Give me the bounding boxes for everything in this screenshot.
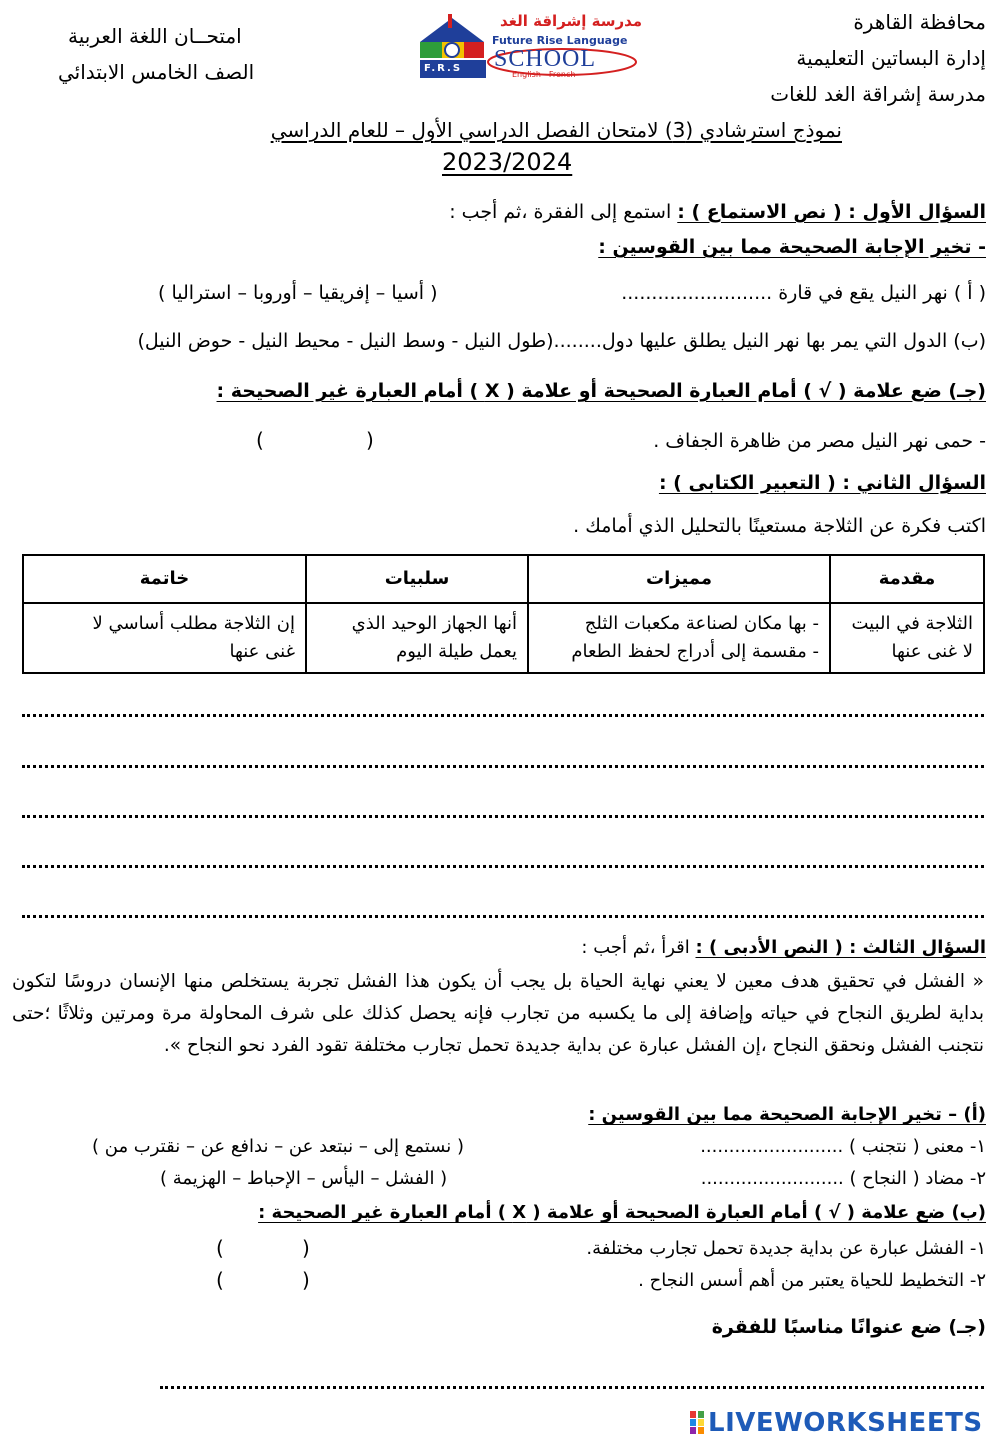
- logo-arabic-name: مدرسة إشراقة الغد: [500, 12, 643, 30]
- analysis-table: [22, 554, 985, 674]
- table-cell-line: لا غنى عنها: [891, 640, 973, 662]
- writing-line-5[interactable]: [22, 915, 984, 918]
- table-cell-features: [528, 603, 830, 673]
- q1-a-options: ( أسيا – إفريقيا – أوروبا – استراليا ): [158, 282, 438, 304]
- q3-b1-answer-open: (: [302, 1236, 310, 1260]
- table-cell-cons: [306, 603, 528, 673]
- table-cell-line: - بها مكان لصناعة مكعبات الثلج: [584, 613, 819, 634]
- table-cell-conclusion: [23, 603, 306, 673]
- table-cell-line: إن الثلاجة مطلب أساسي لا: [92, 613, 295, 634]
- q3-a1-text: ١- معنى ( نتجنب ) .........................: [700, 1136, 986, 1157]
- q3-b1-answer-close: ): [216, 1236, 224, 1260]
- q1-c-statement: - حمى نهر النيل مصر من ظاهرة الجفاف .: [653, 430, 986, 452]
- table-header-conclusion: خاتمة: [23, 555, 306, 603]
- exam-year: 2023/2024: [442, 148, 573, 176]
- table-cell-line: - مقسمة إلى أدراج لحفظ الطعام: [571, 640, 819, 662]
- q3-a-heading: (أ) – تخير الإجابة الصحيحة مما بين القوسين :: [588, 1104, 986, 1125]
- school-logo: [412, 12, 643, 82]
- header-exam-subject: امتحــان اللغة العربية: [68, 24, 242, 48]
- analysis-table-row: [23, 603, 984, 673]
- table-cell-intro: [830, 603, 984, 673]
- q3-a2-options: ( الفشل – اليأس – الإحباط – الهزيمة ): [160, 1168, 448, 1189]
- q3-heading-instruction: اقرأ ،ثم أجب :: [581, 937, 696, 958]
- logo-school-word: SCHOOL: [494, 46, 597, 72]
- q2-instruction: اكتب فكرة عن الثلاجة مستعينًا بالتحليل الذي أمامك .: [573, 515, 986, 537]
- q1-heading-title: السؤال الأول : ( نص الاستماع ) :: [677, 201, 986, 223]
- liveworksheets-brand: [690, 1408, 990, 1438]
- table-cell-line: غنى عنها: [229, 640, 295, 662]
- q1-choose-heading: - تخير الإجابة الصحيحة مما بين القوسين :: [598, 236, 986, 258]
- q3-c-heading: (جـ) ضع عنوانًا مناسبًا للفقرة: [711, 1316, 986, 1338]
- q1-c-answer-close: ): [256, 428, 264, 452]
- writing-line-4[interactable]: [22, 865, 984, 868]
- q1-a-text: ( أ ) نهر النيل يقع في قارة .........................: [621, 282, 986, 304]
- table-cell-line: يعمل طيلة اليوم: [396, 640, 517, 662]
- q1-b-text: (ب) الدول التي يمر بها نهر النيل يطلق عليها دول........(طول النيل - وسط النيل - محيط النيل - حوض النيل): [137, 330, 986, 352]
- logo-abbreviation: F.R.S: [424, 63, 463, 74]
- q3-a1-options: ( نستمع إلى – نبتعد عن – ندافع عن – نقترب من ): [92, 1136, 464, 1157]
- q3-b2-answer-open: (: [302, 1268, 310, 1292]
- q1-c-heading: (جـ) ضع علامة ( √ ) أمام العبارة الصحيحة أو علامة ( X ) أمام العبارة غير الصحيحة :: [216, 380, 986, 402]
- q3-b2-answer-close: ): [216, 1268, 224, 1292]
- writing-line-1[interactable]: [22, 714, 984, 717]
- q3-a2-text: ٢- مضاد ( النجاح ) .........................: [700, 1168, 986, 1189]
- liveworksheets-wordmark: LIVEWORKSHEETS: [708, 1408, 983, 1438]
- logo-english-name: Future Rise Language: [492, 34, 628, 47]
- table-header-features: مميزات: [528, 555, 830, 603]
- q3-heading-title: السؤال الثالث : ( النص الأدبى ) :: [695, 937, 986, 958]
- header-administration: إدارة البساتين التعليمية: [796, 46, 986, 70]
- table-header-cons: سلبيات: [306, 555, 528, 603]
- exam-title: نموذج استرشادي (3) لامتحان الفصل الدراسي الأول – للعام الدراسي: [270, 118, 842, 142]
- q3-reading-paragraph: « الفشل في تحقيق هدف معين لا يعني نهاية الحياة بل يجب أن يكون هذا الفشل تجربة يستخلص منها الإنسان دروسًا لتكون بداية لطريق النجاح في حياته وإضافة إلى ما يكسبه من تجارب فإنه يحصل كذلك على شرف المحاولة مرة ومرتين وثلاثًا ؛حتى نتجنب الفشل ونحقق النجاح ،إن الفشل عبارة عن بداية جديدة تحمل تجارب مختلفة تقود الفرد نحو النجاح ».: [12, 971, 984, 1056]
- q3-b-heading: (ب) ضع علامة ( √ ) أمام العبارة الصحيحة أو علامة ( X ) أمام العبارة غير الصحيحة :: [258, 1202, 986, 1223]
- q1-c-answer-open: (: [366, 428, 374, 452]
- header-governorate: محافظة القاهرة: [853, 10, 986, 34]
- logo-languages: English - French: [512, 70, 576, 79]
- table-cell-line: أنها الجهاز الوحيد الذي: [351, 613, 517, 634]
- q3-heading: [581, 937, 986, 959]
- q3-b2-statement: ٢- التخطيط للحياة يعتبر من أهم أسس النجاح .: [638, 1270, 986, 1291]
- q1-heading-instruction: استمع إلى الفقرة ،ثم أجب :: [449, 201, 678, 223]
- writing-line-3[interactable]: [22, 815, 984, 818]
- analysis-table-header-row: [23, 555, 984, 603]
- q3-c-answer-line[interactable]: [160, 1386, 984, 1389]
- header-grade: الصف الخامس الابتدائي: [58, 60, 255, 84]
- q3-b1-statement: ١- الفشل عبارة عن بداية جديدة تحمل تجارب مختلفة.: [586, 1238, 986, 1259]
- writing-line-2[interactable]: [22, 765, 984, 768]
- header-school-name: مدرسة إشراقة الغد للغات: [770, 82, 986, 106]
- table-cell-line: الثلاجة في البيت: [851, 613, 973, 634]
- table-header-intro: مقدمة: [830, 555, 984, 603]
- q1-heading: [449, 201, 986, 224]
- q2-heading: السؤال الثاني : ( التعبير الكتابى ) :: [658, 472, 986, 494]
